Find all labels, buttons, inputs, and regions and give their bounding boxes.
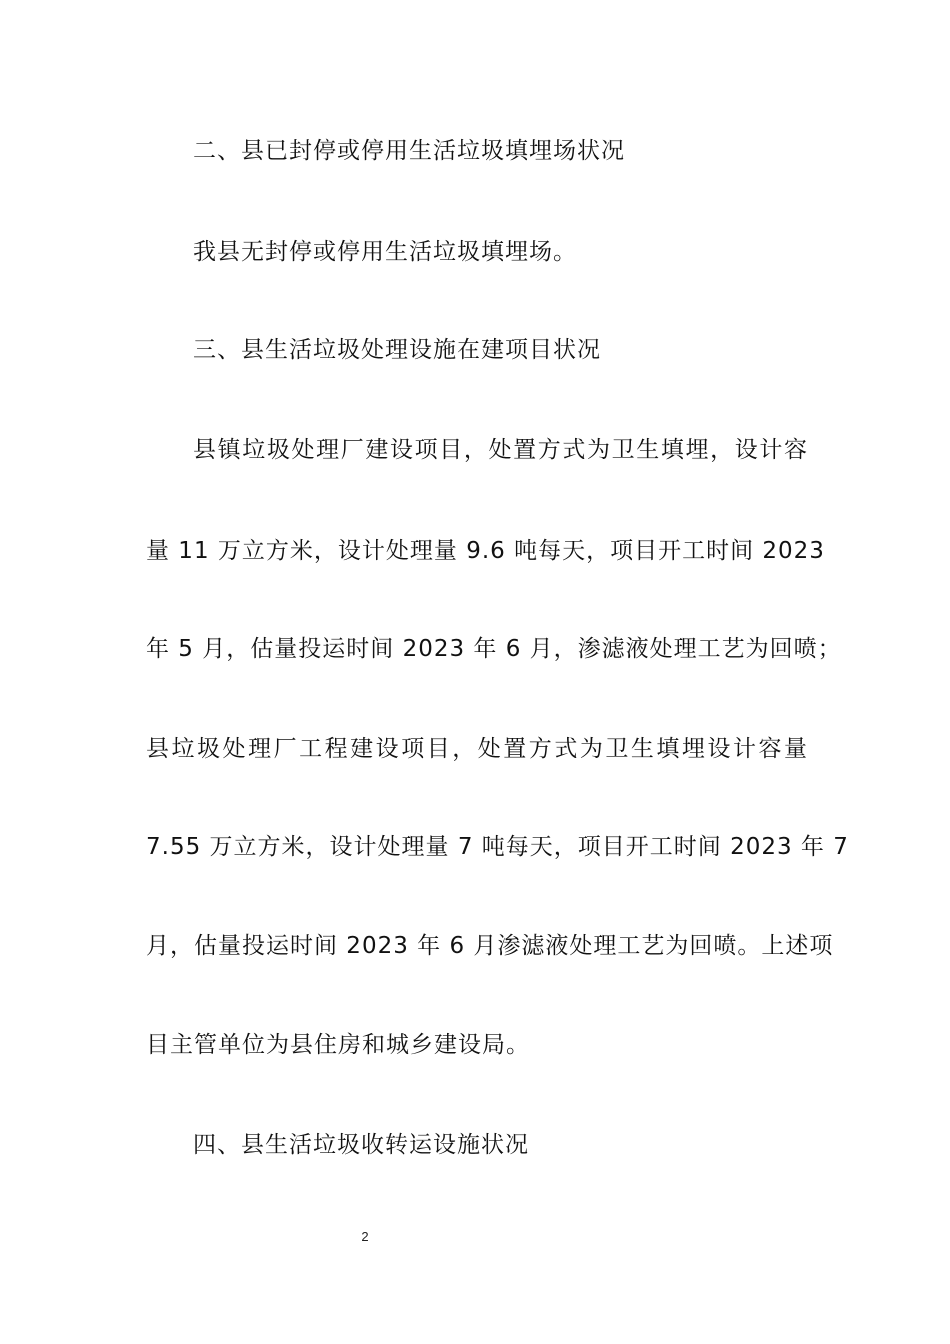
paragraph-line: 月，估量投运时间 2023 年 6 月渗滤液处理工艺为回喷。上述项 bbox=[146, 933, 834, 959]
section-paragraph-2: 我县无封停或停用生活垃圾填埋场。 bbox=[193, 239, 577, 265]
paragraph-line: 目主管单位为县住房和城乡建设局。 bbox=[146, 1032, 530, 1058]
section-heading-4: 四、县生活垃圾收转运设施状况 bbox=[193, 1132, 529, 1158]
paragraph-line: 县镇垃圾处理厂建设项目，处置方式为卫生填埋，设计容 bbox=[193, 437, 808, 463]
section-heading-3: 三、县生活垃圾处理设施在建项目状况 bbox=[193, 337, 601, 363]
section-heading-2: 二、县已封停或停用生活垃圾填埋场状况 bbox=[193, 138, 625, 164]
page-number: 2 bbox=[361, 1229, 369, 1244]
paragraph-line: 年 5 月，估量投运时间 2023 年 6 月，渗滤液处理工艺为回喷； bbox=[146, 636, 842, 662]
paragraph-line: 量 11 万立方米，设计处理量 9.6 吨每天，项目开工时间 2023 bbox=[146, 538, 825, 564]
paragraph-line: 7.55 万立方米，设计处理量 7 吨每天，项目开工时间 2023 年 7 bbox=[146, 834, 849, 860]
paragraph-line: 县垃圾处理厂工程建设项目，处置方式为卫生填埋设计容量 bbox=[146, 736, 808, 762]
